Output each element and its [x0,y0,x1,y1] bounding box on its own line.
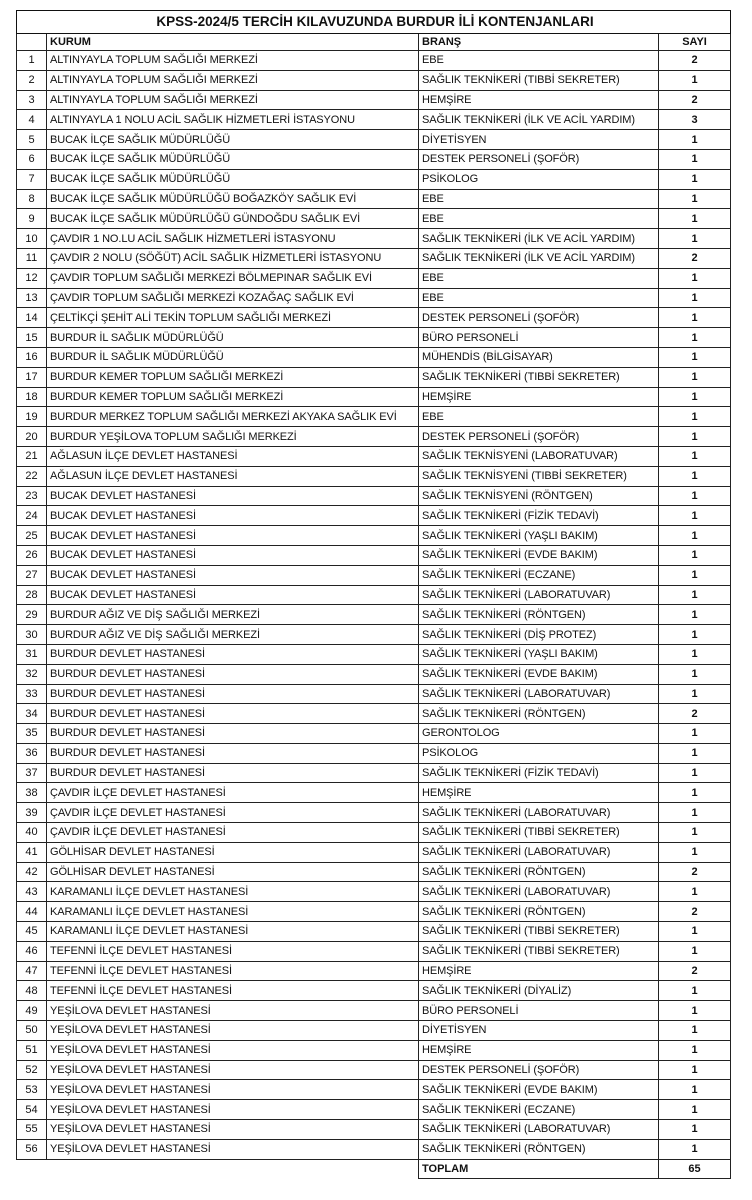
table-row [17,842,731,862]
brans-cell: SAĞLIK TEKNİKERİ (LABORATUVAR) [419,1120,659,1140]
kurum-cell: AĞLASUN İLÇE DEVLET HASTANESİ [47,446,419,466]
document-title: KPSS-2024/5 TERCİH KILAVUZUNDA BURDUR İLİ KONTENJANLARI [17,11,731,34]
row-number: 49 [17,1001,47,1021]
brans-cell: SAĞLIK TEKNİSYENİ (TIBBİ SEKRETER) [419,466,659,486]
table-row [17,446,731,466]
header-brans: BRANŞ [419,34,659,51]
kurum-cell: ÇAVDIR 1 NO.LU ACİL SAĞLIK HİZMETLERİ İSTASYONU [47,229,419,249]
kurum-cell: BURDUR DEVLET HASTANESİ [47,704,419,724]
table-row [17,229,731,249]
kurum-cell: YEŞİLOVA DEVLET HASTANESİ [47,1139,419,1159]
sayi-cell: 1 [659,486,731,506]
kurum-cell: BURDUR DEVLET HASTANESİ [47,763,419,783]
table-row [17,526,731,546]
sayi-cell: 1 [659,803,731,823]
total-spacer [17,1159,419,1178]
brans-cell: SAĞLIK TEKNİKERİ (ECZANE) [419,1100,659,1120]
kurum-cell: ÇAVDIR İLÇE DEVLET HASTANESİ [47,783,419,803]
row-number: 48 [17,981,47,1001]
sayi-cell: 1 [659,625,731,645]
kurum-cell: BUCAK DEVLET HASTANESİ [47,526,419,546]
row-number: 23 [17,486,47,506]
row-number: 30 [17,625,47,645]
brans-cell: SAĞLIK TEKNİKERİ (FİZİK TEDAVİ) [419,763,659,783]
table-row [17,545,731,565]
sayi-cell: 1 [659,1080,731,1100]
sayi-cell: 1 [659,229,731,249]
kurum-cell: BURDUR DEVLET HASTANESİ [47,644,419,664]
sayi-cell: 1 [659,1139,731,1159]
kurum-cell: BUCAK DEVLET HASTANESİ [47,565,419,585]
row-number: 36 [17,743,47,763]
brans-cell: HEMŞİRE [419,387,659,407]
kurum-cell: YEŞİLOVA DEVLET HASTANESİ [47,1040,419,1060]
row-number: 43 [17,882,47,902]
row-number: 27 [17,565,47,585]
row-number: 3 [17,90,47,110]
table-row [17,981,731,1001]
row-number: 24 [17,506,47,526]
row-number: 42 [17,862,47,882]
kurum-cell: ÇAVDIR 2 NOLU (SÖĞÜT) ACİL SAĞLIK HİZMETLERİ İSTASYONU [47,248,419,268]
table-row [17,625,731,645]
table-row [17,763,731,783]
kurum-cell: ÇAVDIR TOPLUM SAĞLIĞI MERKEZİ KOZAĞAÇ SAĞLIK EVİ [47,288,419,308]
table-row [17,110,731,130]
table-row [17,823,731,843]
table-row [17,130,731,150]
table-row [17,70,731,90]
kurum-cell: KARAMANLI İLÇE DEVLET HASTANESİ [47,922,419,942]
brans-cell: SAĞLIK TEKNİKERİ (LABORATUVAR) [419,585,659,605]
table-row [17,288,731,308]
table-row [17,347,731,367]
brans-cell: DESTEK PERSONELİ (ŞOFÖR) [419,1060,659,1080]
kurum-cell: ÇAVDIR İLÇE DEVLET HASTANESİ [47,823,419,843]
kurum-cell: AĞLASUN İLÇE DEVLET HASTANESİ [47,466,419,486]
row-number: 18 [17,387,47,407]
sayi-cell: 1 [659,1060,731,1080]
table-row [17,961,731,981]
sayi-cell: 1 [659,763,731,783]
kurum-cell: BURDUR AĞIZ VE DİŞ SAĞLIĞI MERKEZİ [47,625,419,645]
table-row [17,1040,731,1060]
table-row [17,743,731,763]
kurum-cell: YEŞİLOVA DEVLET HASTANESİ [47,1080,419,1100]
kurum-cell: BURDUR MERKEZ TOPLUM SAĞLIĞI MERKEZİ AKYAKA SAĞLIK EVİ [47,407,419,427]
brans-cell: DİYETİSYEN [419,1021,659,1041]
row-number: 50 [17,1021,47,1041]
row-number: 32 [17,664,47,684]
sayi-cell: 1 [659,565,731,585]
brans-cell: SAĞLIK TEKNİSYENİ (LABORATUVAR) [419,446,659,466]
sayi-cell: 2 [659,90,731,110]
kurum-cell: YEŞİLOVA DEVLET HASTANESİ [47,1060,419,1080]
table-row [17,922,731,942]
kurum-cell: BUCAK İLÇE SAĞLIK MÜDÜRLÜĞÜ GÜNDOĞDU SAĞLIK EVİ [47,209,419,229]
kurum-cell: BUCAK DEVLET HASTANESİ [47,545,419,565]
kurum-cell: ALTINYAYLA 1 NOLU ACİL SAĞLIK HİZMETLERİ İSTASYONU [47,110,419,130]
row-number: 29 [17,605,47,625]
sayi-cell: 1 [659,842,731,862]
table-row [17,1060,731,1080]
brans-cell: SAĞLIK TEKNİKERİ (YAŞLI BAKIM) [419,526,659,546]
brans-cell: HEMŞİRE [419,90,659,110]
sayi-cell: 1 [659,1021,731,1041]
row-number: 20 [17,427,47,447]
kurum-cell: BUCAK DEVLET HASTANESİ [47,585,419,605]
brans-cell: SAĞLIK TEKNİKERİ (İLK VE ACİL YARDIM) [419,248,659,268]
table-row [17,1080,731,1100]
sayi-cell: 1 [659,724,731,744]
kurum-cell: ÇELTİKÇİ ŞEHİT ALİ TEKİN TOPLUM SAĞLIĞI MERKEZİ [47,308,419,328]
brans-cell: SAĞLIK TEKNİKERİ (RÖNTGEN) [419,605,659,625]
sayi-cell: 1 [659,922,731,942]
kurum-cell: KARAMANLI İLÇE DEVLET HASTANESİ [47,882,419,902]
table-row [17,1001,731,1021]
brans-cell: DESTEK PERSONELİ (ŞOFÖR) [419,427,659,447]
row-number: 54 [17,1100,47,1120]
sayi-cell: 2 [659,862,731,882]
kurum-cell: BUCAK İLÇE SAĞLIK MÜDÜRLÜĞÜ [47,130,419,150]
brans-cell: SAĞLIK TEKNİKERİ (TIBBİ SEKRETER) [419,941,659,961]
kurum-cell: YEŞİLOVA DEVLET HASTANESİ [47,1100,419,1120]
brans-cell: SAĞLIK TEKNİKERİ (LABORATUVAR) [419,684,659,704]
kurum-cell: BUCAK DEVLET HASTANESİ [47,486,419,506]
table-row [17,644,731,664]
row-number: 47 [17,961,47,981]
brans-cell: SAĞLIK TEKNİKERİ (TIBBİ SEKRETER) [419,922,659,942]
brans-cell: SAĞLIK TEKNİKERİ (İLK VE ACİL YARDIM) [419,229,659,249]
row-number: 2 [17,70,47,90]
sayi-cell: 3 [659,110,731,130]
row-number: 37 [17,763,47,783]
sayi-cell: 1 [659,466,731,486]
kurum-cell: BURDUR İL SAĞLIK MÜDÜRLÜĞÜ [47,328,419,348]
table-row [17,882,731,902]
header-no [17,34,47,51]
row-number: 8 [17,189,47,209]
sayi-cell: 1 [659,189,731,209]
kurum-cell: KARAMANLI İLÇE DEVLET HASTANESİ [47,902,419,922]
kurum-cell: BUCAK DEVLET HASTANESİ [47,506,419,526]
kurum-cell: GÖLHİSAR DEVLET HASTANESİ [47,862,419,882]
sayi-cell: 1 [659,545,731,565]
sayi-cell: 1 [659,347,731,367]
row-number: 13 [17,288,47,308]
brans-cell: EBE [419,189,659,209]
quota-table [16,10,731,1179]
brans-cell: MÜHENDİS (BİLGİSAYAR) [419,347,659,367]
row-number: 21 [17,446,47,466]
row-number: 35 [17,724,47,744]
sayi-cell: 1 [659,70,731,90]
kurum-cell: ÇAVDIR İLÇE DEVLET HASTANESİ [47,803,419,823]
brans-cell: EBE [419,407,659,427]
sayi-cell: 2 [659,704,731,724]
sayi-cell: 1 [659,387,731,407]
row-number: 53 [17,1080,47,1100]
sayi-cell: 1 [659,823,731,843]
sayi-cell: 1 [659,446,731,466]
brans-cell: SAĞLIK TEKNİKERİ (RÖNTGEN) [419,862,659,882]
table-row [17,704,731,724]
brans-cell: SAĞLIK TEKNİKERİ (DİYALİZ) [419,981,659,1001]
row-number: 46 [17,941,47,961]
row-number: 39 [17,803,47,823]
kurum-cell: BUCAK İLÇE SAĞLIK MÜDÜRLÜĞÜ BOĞAZKÖY SAĞLIK EVİ [47,189,419,209]
sayi-cell: 1 [659,783,731,803]
row-number: 7 [17,169,47,189]
header-kurum: KURUM [47,34,419,51]
kurum-cell: BURDUR DEVLET HASTANESİ [47,743,419,763]
row-number: 45 [17,922,47,942]
row-number: 55 [17,1120,47,1140]
sayi-cell: 1 [659,585,731,605]
sayi-cell: 1 [659,684,731,704]
brans-cell: SAĞLIK TEKNİKERİ (ECZANE) [419,565,659,585]
table-row [17,724,731,744]
sayi-cell: 1 [659,506,731,526]
row-number: 12 [17,268,47,288]
brans-cell: SAĞLIK TEKNİSYENİ (RÖNTGEN) [419,486,659,506]
kurum-cell: BURDUR DEVLET HASTANESİ [47,724,419,744]
kurum-cell: ALTINYAYLA TOPLUM SAĞLIĞI MERKEZİ [47,90,419,110]
kurum-cell: BURDUR İL SAĞLIK MÜDÜRLÜĞÜ [47,347,419,367]
sayi-cell: 1 [659,743,731,763]
row-number: 14 [17,308,47,328]
sayi-cell: 1 [659,308,731,328]
row-number: 22 [17,466,47,486]
sayi-cell: 1 [659,209,731,229]
table-row [17,466,731,486]
table-row [17,684,731,704]
brans-cell: BÜRO PERSONELİ [419,1001,659,1021]
brans-cell: SAĞLIK TEKNİKERİ (TIBBİ SEKRETER) [419,70,659,90]
kurum-cell: BURDUR AĞIZ VE DİŞ SAĞLIĞI MERKEZİ [47,605,419,625]
table-row [17,1021,731,1041]
brans-cell: EBE [419,51,659,71]
row-number: 4 [17,110,47,130]
sayi-cell: 1 [659,149,731,169]
row-number: 19 [17,407,47,427]
sayi-cell: 1 [659,427,731,447]
brans-cell: SAĞLIK TEKNİKERİ (RÖNTGEN) [419,902,659,922]
sayi-cell: 1 [659,367,731,387]
table-row [17,268,731,288]
brans-cell: DESTEK PERSONELİ (ŞOFÖR) [419,149,659,169]
sayi-cell: 1 [659,288,731,308]
brans-cell: SAĞLIK TEKNİKERİ (LABORATUVAR) [419,842,659,862]
table-row [17,1100,731,1120]
table-row [17,605,731,625]
row-number: 51 [17,1040,47,1060]
table-row [17,664,731,684]
row-number: 11 [17,248,47,268]
brans-cell: EBE [419,288,659,308]
row-number: 44 [17,902,47,922]
kurum-cell: YEŞİLOVA DEVLET HASTANESİ [47,1120,419,1140]
sayi-cell: 2 [659,248,731,268]
row-number: 17 [17,367,47,387]
brans-cell: SAĞLIK TEKNİKERİ (EVDE BAKIM) [419,1080,659,1100]
brans-cell: BÜRO PERSONELİ [419,328,659,348]
brans-cell: PSİKOLOG [419,169,659,189]
row-number: 40 [17,823,47,843]
table-row [17,902,731,922]
table-row [17,941,731,961]
sayi-cell: 1 [659,130,731,150]
row-number: 26 [17,545,47,565]
sayi-cell: 1 [659,169,731,189]
total-label: TOPLAM [419,1159,659,1178]
row-number: 33 [17,684,47,704]
row-number: 16 [17,347,47,367]
table-row [17,486,731,506]
row-number: 38 [17,783,47,803]
sayi-cell: 1 [659,526,731,546]
table-row [17,407,731,427]
brans-cell: SAĞLIK TEKNİKERİ (TIBBİ SEKRETER) [419,823,659,843]
header-row [17,34,731,51]
total-row [17,1159,731,1178]
sayi-cell: 2 [659,51,731,71]
kurum-cell: TEFENNİ İLÇE DEVLET HASTANESİ [47,961,419,981]
brans-cell: HEMŞİRE [419,1040,659,1060]
brans-cell: SAĞLIK TEKNİKERİ (İLK VE ACİL YARDIM) [419,110,659,130]
sayi-cell: 1 [659,268,731,288]
row-number: 28 [17,585,47,605]
kurum-cell: YEŞİLOVA DEVLET HASTANESİ [47,1021,419,1041]
brans-cell: SAĞLIK TEKNİKERİ (TIBBİ SEKRETER) [419,367,659,387]
table-row [17,308,731,328]
table-row [17,506,731,526]
table-row [17,248,731,268]
brans-cell: SAĞLIK TEKNİKERİ (YAŞLI BAKIM) [419,644,659,664]
kurum-cell: BUCAK İLÇE SAĞLIK MÜDÜRLÜĞÜ [47,149,419,169]
sayi-cell: 1 [659,328,731,348]
brans-cell: PSİKOLOG [419,743,659,763]
row-number: 34 [17,704,47,724]
row-number: 10 [17,229,47,249]
table-row [17,427,731,447]
sayi-cell: 1 [659,941,731,961]
brans-cell: HEMŞİRE [419,961,659,981]
table-row [17,209,731,229]
kurum-cell: ALTINYAYLA TOPLUM SAĞLIĞI MERKEZİ [47,70,419,90]
table-row [17,803,731,823]
kurum-cell: ALTINYAYLA TOPLUM SAĞLIĞI MERKEZİ [47,51,419,71]
header-sayi: SAYI [659,34,731,51]
sayi-cell: 1 [659,1120,731,1140]
brans-cell: SAĞLIK TEKNİKERİ (LABORATUVAR) [419,803,659,823]
sayi-cell: 1 [659,981,731,1001]
brans-cell: SAĞLIK TEKNİKERİ (LABORATUVAR) [419,882,659,902]
brans-cell: DESTEK PERSONELİ (ŞOFÖR) [419,308,659,328]
brans-cell: SAĞLIK TEKNİKERİ (FİZİK TEDAVİ) [419,506,659,526]
sayi-cell: 2 [659,902,731,922]
sayi-cell: 2 [659,961,731,981]
sayi-cell: 1 [659,664,731,684]
row-number: 41 [17,842,47,862]
quota-document [16,10,730,1179]
row-number: 1 [17,51,47,71]
kurum-cell: BURDUR DEVLET HASTANESİ [47,684,419,704]
kurum-cell: BUCAK İLÇE SAĞLIK MÜDÜRLÜĞÜ [47,169,419,189]
sayi-cell: 1 [659,882,731,902]
sayi-cell: 1 [659,1040,731,1060]
row-number: 9 [17,209,47,229]
table-row [17,783,731,803]
brans-cell: SAĞLIK TEKNİKERİ (RÖNTGEN) [419,1139,659,1159]
table-row [17,1120,731,1140]
row-number: 15 [17,328,47,348]
brans-cell: SAĞLIK TEKNİKERİ (EVDE BAKIM) [419,664,659,684]
brans-cell: SAĞLIK TEKNİKERİ (EVDE BAKIM) [419,545,659,565]
brans-cell: SAĞLIK TEKNİKERİ (DİŞ PROTEZ) [419,625,659,645]
row-number: 6 [17,149,47,169]
brans-cell: DİYETİSYEN [419,130,659,150]
brans-cell: HEMŞİRE [419,783,659,803]
row-number: 31 [17,644,47,664]
sayi-cell: 1 [659,1100,731,1120]
brans-cell: GERONTOLOG [419,724,659,744]
sayi-cell: 1 [659,644,731,664]
kurum-cell: TEFENNİ İLÇE DEVLET HASTANESİ [47,981,419,1001]
row-number: 56 [17,1139,47,1159]
table-row [17,169,731,189]
brans-cell: SAĞLIK TEKNİKERİ (RÖNTGEN) [419,704,659,724]
kurum-cell: ÇAVDIR TOPLUM SAĞLIĞI MERKEZİ BÖLMEPINAR SAĞLIK EVİ [47,268,419,288]
row-number: 25 [17,526,47,546]
sayi-cell: 1 [659,407,731,427]
table-row [17,1139,731,1159]
kurum-cell: YEŞİLOVA DEVLET HASTANESİ [47,1001,419,1021]
total-value: 65 [659,1159,731,1178]
kurum-cell: BURDUR KEMER TOPLUM SAĞLIĞI MERKEZİ [47,387,419,407]
table-row [17,387,731,407]
table-row [17,189,731,209]
row-number: 52 [17,1060,47,1080]
kurum-cell: BURDUR KEMER TOPLUM SAĞLIĞI MERKEZİ [47,367,419,387]
brans-cell: EBE [419,268,659,288]
kurum-cell: TEFENNİ İLÇE DEVLET HASTANESİ [47,941,419,961]
title-row [17,11,731,34]
table-row [17,367,731,387]
kurum-cell: GÖLHİSAR DEVLET HASTANESİ [47,842,419,862]
table-row [17,862,731,882]
kurum-cell: BURDUR DEVLET HASTANESİ [47,664,419,684]
kurum-cell: BURDUR YEŞİLOVA TOPLUM SAĞLIĞI MERKEZİ [47,427,419,447]
sayi-cell: 1 [659,1001,731,1021]
table-row [17,565,731,585]
table-row [17,328,731,348]
table-row [17,149,731,169]
sayi-cell: 1 [659,605,731,625]
table-row [17,585,731,605]
table-row [17,90,731,110]
row-number: 5 [17,130,47,150]
table-row [17,51,731,71]
brans-cell: EBE [419,209,659,229]
